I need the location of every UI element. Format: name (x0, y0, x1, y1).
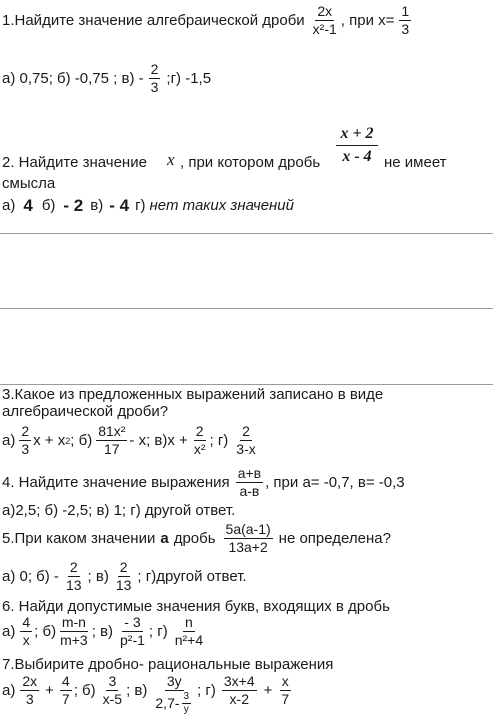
q7-v-den-text: 2,7- (155, 695, 180, 711)
q6-b-num: m-n (61, 614, 86, 630)
q7-v-den (153, 691, 195, 715)
q2-g-label: г) (135, 197, 146, 214)
q1-line (2, 4, 413, 37)
q2-a-label: а) (2, 197, 16, 214)
q1-frac-num: 2x (317, 3, 333, 19)
q7-a-frac1 (20, 674, 39, 707)
q1-title: 1.Найдите значение алгебраической дроби (2, 11, 305, 29)
q3-a-label: а) (2, 431, 16, 449)
q2-answers (2, 197, 294, 215)
q3-b-rest: - x; в)x + (129, 431, 188, 449)
q6-g-label: ; г) (148, 622, 168, 640)
q2-var: x (167, 150, 175, 169)
q5-title-bold: а (160, 529, 169, 547)
q6-a-num: 4 (22, 614, 31, 630)
q5-v-num: 2 (119, 559, 128, 575)
q7-a-den2: 7 (61, 691, 70, 707)
q7-g-plus: + (263, 682, 273, 699)
q7-g-num2: x (281, 673, 289, 689)
q7-a-frac2 (60, 674, 72, 707)
q7-g-frac (222, 674, 257, 707)
q5-frac-num: 5а(а-1) (225, 521, 271, 537)
q1-fraction (311, 4, 339, 37)
q7-a-den1: 3 (25, 691, 34, 707)
q7-b-label: ; б) (73, 682, 96, 699)
q3-line2: алгебраической дроби? (2, 403, 169, 420)
q5-frac-den: 13а+2 (228, 539, 268, 555)
divider-3 (0, 384, 493, 385)
q3-a-rest: x + x (33, 431, 66, 449)
q2-end2: смысла (2, 175, 56, 192)
q7-g-label: ; г) (197, 682, 216, 699)
q4-frac-num: а+в (237, 465, 262, 481)
q7-v-frac (153, 674, 195, 715)
q7-v-den-frac-den: y (183, 704, 189, 715)
q2-v-val: - 4 (109, 196, 130, 215)
q6-g-den: n²+4 (174, 632, 204, 648)
q2-line (2, 154, 147, 172)
q5-title-b: дробь (173, 529, 216, 547)
q3-a-num: 2 (21, 423, 30, 439)
q6-b-den: m+3 (60, 632, 88, 648)
q7-b-den: x-5 (102, 691, 123, 707)
q7-plus: + (45, 682, 54, 699)
q1-x-den: 3 (401, 21, 410, 37)
q6-v-num: - 3 (124, 614, 141, 630)
q1-ans-g: ;г) -1,5 (166, 69, 212, 87)
q7-g-num: 3x+4 (223, 673, 255, 689)
q3-g-frac (234, 424, 257, 457)
q2-title: 2. Найдите значение (2, 154, 147, 171)
q3-a-frac (19, 424, 31, 457)
q7-b-num: 3 (108, 673, 117, 689)
q7-v-den-frac-num: 3 (183, 691, 190, 702)
q4-rest: , при а= -0,7, в= -0,3 (265, 473, 405, 491)
q5-ans-a: а) 0; б) - (2, 567, 59, 585)
q1-ans-fraction (149, 62, 161, 95)
q7-g-den: x-2 (229, 691, 249, 707)
q6-b-label: ; б) (34, 622, 57, 640)
q6-title: 6. Найди допустимые значения букв, входящих в дробь (2, 598, 390, 615)
q5-b-num: 2 (69, 559, 78, 575)
q5-answers (2, 560, 247, 593)
q7-answers (2, 674, 293, 715)
q3-v-frac (192, 424, 208, 457)
q7-v-den-frac (182, 692, 192, 715)
q5-title-a: 5.При каком значении (2, 529, 156, 547)
q6-g-frac (173, 615, 205, 648)
q1-ans-a: а) 0,75; б) -0,75 ; в) - (2, 69, 144, 87)
q1-ans-num: 2 (150, 61, 159, 77)
q6-a-label: а) (2, 622, 16, 640)
q3-g-num: 2 (242, 423, 250, 439)
q2-mid: , при котором дробь (180, 154, 321, 171)
q6-a-frac (20, 615, 32, 648)
q6-a-den: x (22, 632, 30, 648)
q3-g-label: ; г) (209, 431, 229, 449)
q6-answers (2, 615, 207, 648)
q3-b-den: 17 (104, 441, 120, 457)
q5-v-frac (114, 560, 134, 593)
q5-b-den: 13 (65, 577, 82, 593)
q3-line1: 3.Какое из предложенных выражений записано в виде (2, 386, 384, 403)
q7-a-label: а) (2, 682, 16, 699)
q7-a-num1: 2x (22, 673, 38, 689)
q3-v-den: x² (193, 441, 206, 457)
q1-at: , при x= (340, 11, 395, 29)
q7-g-frac2 (279, 674, 291, 707)
q1-x-num: 1 (401, 3, 410, 19)
q7-b-frac (101, 674, 124, 707)
q7-a-num2: 4 (61, 673, 70, 689)
q5-line (2, 522, 391, 555)
q4-frac-den: а-в (239, 483, 260, 499)
divider-2 (0, 308, 493, 309)
q6-g-num: n (185, 614, 193, 630)
q2-b-val: - 2 (63, 196, 84, 215)
divider-1 (0, 233, 493, 234)
q5-frac (224, 522, 273, 555)
q4-frac (236, 466, 263, 499)
q5-b-frac (64, 560, 84, 593)
q2-end1: не имеет (384, 154, 447, 171)
q3-g-den: 3-x (236, 441, 256, 457)
q1-x-fraction (399, 4, 411, 37)
q2-v-label: в) (90, 197, 104, 214)
q3-answers (2, 424, 260, 457)
q2-a-val: 4 (23, 196, 33, 215)
q2-g-val: нет таких значений (149, 197, 294, 214)
q4-title: 4. Найдите значение выражения (2, 473, 230, 491)
q2-b-label: б) (41, 197, 56, 214)
q5-ans-v: ; в) (87, 567, 109, 585)
q4-answers: а)2,5; б) -2,5; в) 1; г) другой ответ. (2, 502, 236, 519)
q1-ans-den: 3 (150, 79, 159, 95)
q3-b-frac (96, 424, 127, 457)
q2-fraction (336, 125, 378, 166)
q2-frac-num: x + 2 (336, 125, 378, 146)
q7-v-num: 3y (166, 673, 182, 689)
q3-a-sup: 2 (65, 435, 71, 446)
q5-ans-g: ; г)другой ответ. (137, 567, 247, 585)
q6-v-den: p²-1 (120, 632, 145, 648)
q1-answers (2, 62, 211, 95)
q7-v-label: ; в) (126, 682, 148, 699)
q3-v-num: 2 (195, 423, 204, 439)
q5-v-den: 13 (115, 577, 132, 593)
q4-line (2, 466, 405, 499)
q6-v-frac (118, 615, 147, 648)
q6-b-frac (58, 615, 90, 648)
q6-v-label: ; в) (91, 622, 113, 640)
q5-rest: не определена? (278, 529, 391, 547)
q3-b-label: ; б) (70, 431, 93, 449)
q1-frac-den: x²-1 (312, 21, 337, 37)
q7-title: 7.Выбирите дробно- рациональные выражения (2, 656, 334, 673)
q7-g-den2: 7 (281, 691, 290, 707)
q2-frac-den: x - 4 (342, 148, 372, 165)
q3-a-den: 3 (21, 441, 30, 457)
q3-b-num: 81x² (98, 423, 126, 439)
